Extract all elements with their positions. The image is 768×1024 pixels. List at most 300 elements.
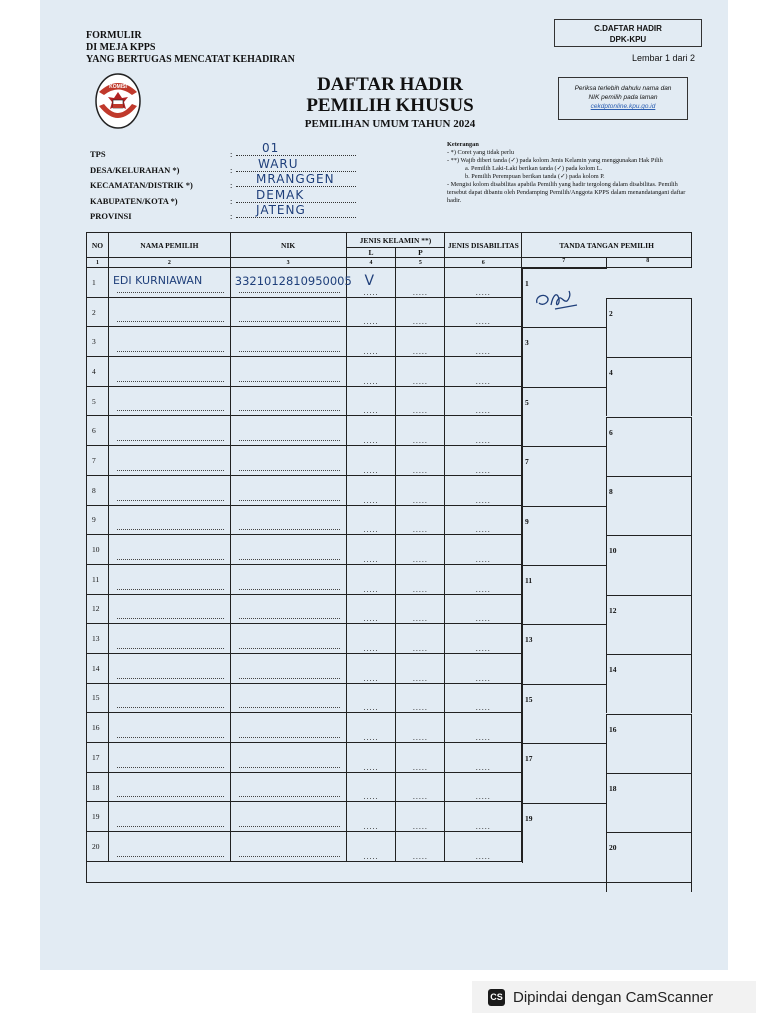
gender-p-cell[interactable] (396, 743, 445, 773)
form-line: FORMULIR (86, 30, 142, 41)
dotted-line (117, 737, 224, 738)
dotted-line (117, 707, 224, 708)
gender-l-cell[interactable] (346, 713, 396, 743)
cell-dots: ..... (363, 317, 379, 327)
cell-dots: ..... (412, 792, 428, 802)
kpu-logo-icon (94, 72, 142, 130)
cell-dots: ..... (475, 762, 491, 772)
col-index: 6 (445, 258, 522, 268)
gender-l-cell[interactable] (346, 386, 396, 416)
cell-dots: ..... (412, 851, 428, 861)
name-cell[interactable] (108, 386, 230, 416)
dotted-line (117, 678, 224, 679)
field-value: MRANGGEN (256, 172, 335, 186)
cell-dots: ..... (475, 317, 491, 327)
cell-dots: ..... (363, 733, 379, 742)
cell-dots: ..... (475, 554, 491, 564)
camscanner-watermark (472, 981, 756, 1013)
form-title-block (86, 30, 295, 66)
signature-box[interactable] (522, 506, 607, 566)
cell-dots: ..... (412, 287, 428, 297)
name-cell[interactable] (108, 268, 230, 298)
gender-p-cell[interactable] (396, 535, 445, 565)
cell-dots: ..... (475, 347, 491, 357)
name-cell[interactable] (108, 802, 230, 832)
dotted-line (239, 559, 340, 560)
dotted-line (117, 470, 224, 471)
row-number: 12 (87, 594, 109, 624)
row-number: 9 (87, 505, 109, 535)
name-cell[interactable] (108, 505, 230, 535)
gender-p-cell[interactable] (396, 564, 445, 594)
dotted-line (117, 410, 224, 411)
signature-box[interactable] (606, 298, 692, 357)
dotted-line (117, 589, 224, 590)
field-provinsi (90, 203, 360, 223)
name-cell[interactable] (108, 594, 230, 624)
dotted-line (117, 767, 224, 768)
signature-number: 14 (609, 665, 617, 675)
name-cell[interactable] (108, 772, 230, 802)
nik-cell[interactable] (230, 475, 346, 505)
cell-dots: ..... (475, 287, 491, 297)
cell-dots: ..... (363, 822, 379, 832)
signature-number: 3 (525, 338, 529, 348)
name-cell[interactable] (108, 297, 230, 327)
name-cell[interactable] (108, 624, 230, 654)
row-number: 10 (87, 535, 109, 565)
gender-p-cell[interactable] (396, 386, 445, 416)
signature-box[interactable] (522, 387, 607, 447)
disability-cell[interactable] (445, 832, 522, 862)
name-cell[interactable] (108, 653, 230, 683)
disability-cell[interactable] (445, 386, 522, 416)
gender-l-cell[interactable] (346, 653, 396, 683)
gender-l-cell[interactable] (346, 832, 396, 862)
signature-number: 7 (525, 457, 529, 467)
disability-cell[interactable] (445, 802, 522, 832)
signature-box[interactable] (606, 773, 692, 832)
cell-dots: ..... (475, 792, 491, 802)
notice-link[interactable]: cekdptonline.kpu.go.id (590, 103, 656, 110)
gender-l-cell[interactable] (346, 446, 396, 476)
disability-cell[interactable] (445, 297, 522, 327)
dotted-line (117, 856, 224, 857)
signature-box[interactable] (606, 714, 692, 773)
name-cell[interactable] (108, 535, 230, 565)
row-number: 20 (87, 832, 109, 862)
nik-cell[interactable] (230, 268, 352, 298)
disability-cell[interactable] (445, 564, 522, 594)
cell-dots: ..... (363, 525, 379, 535)
signature-number: 1 (525, 279, 529, 288)
cell-dots: ..... (412, 822, 428, 832)
cell-dots: ..... (412, 554, 428, 564)
gender-l-cell[interactable] (346, 297, 396, 327)
gender-p-cell[interactable] (396, 505, 445, 535)
signature-box[interactable] (606, 476, 692, 535)
gender-l-cell[interactable] (346, 772, 396, 802)
signature-box[interactable] (522, 446, 607, 506)
dotted-line (239, 737, 340, 738)
col-index: 4 (346, 258, 396, 268)
field-colon: : (230, 164, 233, 175)
col-index: 8 (646, 258, 650, 264)
row-number: 5 (87, 386, 109, 416)
dotted-line (117, 321, 224, 322)
cell-dots: ..... (363, 792, 379, 802)
name-cell[interactable] (108, 327, 230, 357)
gender-p-cell[interactable] (396, 624, 445, 654)
nik-cell[interactable] (230, 327, 346, 357)
cell-dots: ..... (412, 525, 428, 535)
cell-dots: ..... (475, 614, 491, 624)
signature-number: 6 (609, 427, 613, 437)
handwritten-signature (533, 285, 593, 315)
cell-dots: ..... (363, 614, 379, 624)
cell-dots: ..... (475, 495, 491, 505)
dotted-line (239, 618, 340, 619)
nik-cell[interactable] (230, 713, 346, 743)
disability-cell[interactable] (445, 653, 522, 683)
nik-cell[interactable] (230, 653, 346, 683)
gender-p-cell[interactable] (396, 653, 445, 683)
row-number: 19 (87, 802, 109, 832)
field-value: WARU (258, 156, 299, 171)
cell-dots: ..... (412, 762, 428, 772)
cell-dots: ..... (412, 347, 428, 357)
gender-p-cell[interactable] (396, 357, 445, 387)
cell-dots: ..... (475, 822, 491, 832)
col-index: 7 (562, 258, 566, 264)
col-index: 2 (108, 258, 230, 268)
field-kecamatan (90, 172, 360, 192)
location-fields (90, 141, 360, 223)
disability-cell[interactable] (445, 624, 522, 654)
cell-dots: ..... (412, 733, 428, 742)
row-number: 7 (87, 446, 109, 476)
field-kabupaten (90, 187, 360, 208)
dotted-line (117, 351, 224, 352)
gender-l-cell[interactable] (346, 416, 396, 446)
disability-cell[interactable] (445, 327, 522, 357)
name-cell-value: EDI KURNIAWAN (112, 274, 203, 287)
signature-number: 12 (609, 605, 617, 615)
gender-l-cell[interactable] (346, 802, 396, 832)
disability-cell[interactable] (445, 446, 522, 476)
nik-cell[interactable] (230, 416, 346, 446)
cell-dots: ..... (412, 643, 428, 653)
field-tps (90, 141, 360, 161)
signature-number: 4 (609, 368, 613, 378)
dotted-line (239, 796, 340, 797)
col-index-sign (522, 258, 692, 268)
field-value: DEMAK (256, 187, 305, 202)
nik-cell[interactable] (230, 535, 346, 565)
cell-dots: ..... (412, 436, 428, 446)
col-index: 1 (87, 258, 109, 268)
column-index-row (87, 258, 692, 268)
nik-cell[interactable] (230, 446, 346, 476)
dotted-line (239, 470, 340, 471)
gender-l-cell[interactable] (346, 683, 396, 713)
signature-box[interactable] (522, 803, 607, 863)
gender-p-cell[interactable] (396, 416, 445, 446)
row-number: 14 (87, 653, 109, 683)
cell-dots: ..... (363, 554, 379, 564)
disability-cell[interactable] (445, 594, 522, 624)
field-colon: : (230, 195, 233, 206)
name-cell[interactable] (108, 564, 230, 594)
disability-cell[interactable] (445, 416, 522, 446)
cell-dots: ..... (475, 465, 491, 475)
nik-cell-value: 3321012810950005 (234, 274, 352, 288)
row-number: 2 (87, 297, 109, 327)
cell-dots: ..... (363, 376, 379, 386)
cell-dots: ..... (475, 376, 491, 386)
cell-dots: ..... (363, 851, 379, 861)
nik-cell[interactable] (230, 505, 346, 535)
field-label: KECAMATAN/DISTRIK *) (90, 180, 193, 190)
signature-number: 20 (609, 843, 617, 853)
header-name: NAMA PEMILIH (108, 233, 230, 258)
signature-box[interactable] (606, 417, 692, 476)
signature-number: 2 (609, 308, 613, 318)
disability-cell[interactable] (445, 535, 522, 565)
signature-number: 11 (525, 576, 533, 585)
form-line: DI MEJA KPPS (86, 42, 156, 53)
nik-cell[interactable] (230, 802, 346, 832)
signature-number: 15 (525, 694, 533, 704)
dotted-line (239, 856, 340, 857)
dotted-line (117, 500, 224, 501)
cell-dots: ..... (412, 584, 428, 594)
cell-dots: ..... (363, 406, 379, 416)
signature-box[interactable] (522, 684, 607, 744)
row-number: 16 (87, 713, 109, 743)
cell-dots: ..... (363, 465, 379, 475)
table-footer-row (86, 862, 692, 883)
cell-dots: ..... (412, 614, 428, 624)
dotted-line (239, 351, 340, 352)
dotted-line (117, 381, 224, 382)
form-code-box (554, 19, 702, 47)
gender-l-cell[interactable] (346, 743, 396, 773)
camscanner-text: Dipindai dengan CamScanner (513, 988, 714, 1006)
dotted-line (117, 559, 224, 560)
note-line: - *) Coret yang tidak perlu (447, 149, 514, 156)
signature-box[interactable] (522, 565, 607, 625)
check-notice-box (558, 77, 688, 120)
cell-dots: ..... (412, 495, 428, 505)
field-colon: : (230, 211, 233, 221)
signature-box[interactable] (522, 327, 607, 387)
disability-cell[interactable] (445, 713, 522, 743)
col-index-divider (606, 258, 607, 267)
notes-title: Keterangan (447, 141, 479, 148)
name-cell[interactable] (108, 683, 230, 713)
disability-cell[interactable] (445, 683, 522, 713)
gender-p-cell[interactable] (396, 297, 445, 327)
notes-block (447, 141, 687, 205)
gender-l-cell[interactable] (346, 327, 396, 357)
disability-cell[interactable] (445, 505, 522, 535)
gender-p-cell[interactable] (396, 832, 445, 862)
nik-cell[interactable] (230, 357, 346, 387)
row-number: 15 (87, 683, 109, 713)
gender-l-cell[interactable] (346, 594, 396, 624)
disability-cell[interactable] (445, 357, 522, 387)
dotted-line (239, 767, 340, 768)
dotted-line (117, 796, 224, 797)
note-line: - Mengisi kolom disabilitas apabila Pemilih yang hadir tergolong dalam disabilitas. Pemilih tersebut dapat dibantu oleh Pendamping Pemilih/Anggota KPPS dalam menandatangani daftar hadir. (447, 181, 686, 204)
dotted-line (239, 410, 340, 411)
gender-l-cell[interactable] (346, 624, 396, 654)
nik-cell[interactable] (230, 743, 346, 773)
dotted-line (117, 292, 224, 293)
gender-p-cell[interactable] (396, 772, 445, 802)
notice-line: Periksa terlebih dahulu nama dan (574, 85, 672, 92)
nik-cell[interactable] (230, 386, 346, 416)
row-number: 18 (87, 772, 109, 802)
name-cell[interactable] (108, 713, 230, 743)
cell-dots: ..... (475, 703, 491, 713)
cell-dots: ..... (475, 406, 491, 416)
cell-dots: ..... (475, 436, 491, 446)
nik-cell[interactable] (230, 297, 346, 327)
cell-dots: ..... (412, 317, 428, 327)
col-index: 5 (396, 258, 445, 268)
gender-p-cell[interactable] (396, 268, 445, 298)
signature-box[interactable] (522, 743, 607, 803)
dotted-line (117, 440, 224, 441)
signature-number: 18 (609, 783, 617, 793)
header-gender: JENIS KELAMIN **) (346, 233, 445, 248)
dotted-line (117, 529, 224, 530)
gender-p-cell[interactable] (396, 713, 445, 743)
cell-dots: ..... (363, 643, 379, 653)
signature-number: 8 (609, 486, 613, 496)
row-number: 1 (87, 268, 109, 298)
gender-p-cell[interactable] (396, 475, 445, 505)
cell-dots: ..... (475, 733, 491, 742)
nik-cell[interactable] (230, 832, 346, 862)
cell-dots: ..... (412, 406, 428, 416)
dotted-line (239, 440, 340, 441)
disability-cell[interactable] (445, 743, 522, 773)
cell-dots: ..... (475, 525, 491, 535)
field-value: 01 (262, 141, 280, 155)
dotted-line (239, 826, 340, 827)
nik-cell[interactable] (230, 683, 346, 713)
gender-p-cell[interactable] (396, 683, 445, 713)
field-value: JATENG (256, 203, 306, 217)
note-line: - **) Wajib diberi tanda (✓) pada kolom Jenis Kelamin yang menggunakan Hak Pilih (447, 157, 663, 164)
gender-p-cell[interactable] (396, 594, 445, 624)
gender-l-cell[interactable] (346, 505, 396, 535)
cell-dots: ..... (363, 347, 379, 357)
disability-cell[interactable] (445, 268, 522, 298)
cell-dots: ..... (475, 673, 491, 683)
signature-box[interactable] (606, 357, 692, 416)
name-cell[interactable] (108, 475, 230, 505)
signature-box[interactable] (606, 535, 692, 594)
signature-box[interactable] (522, 268, 607, 328)
disability-cell[interactable] (445, 475, 522, 505)
cell-dots: ..... (363, 673, 379, 683)
name-cell[interactable] (108, 832, 230, 862)
dotted-line (239, 707, 340, 708)
gender-l-cell[interactable] (346, 357, 396, 387)
name-cell[interactable] (108, 416, 230, 446)
col-index: 3 (230, 258, 346, 268)
row-number: 6 (87, 416, 109, 446)
row-number: 4 (87, 357, 109, 387)
header-disability: JENIS DISABILITAS (445, 233, 522, 258)
cell-dots: ..... (475, 643, 491, 653)
name-cell[interactable] (108, 743, 230, 773)
gender-l-cell[interactable] (346, 535, 396, 565)
gender-p-cell[interactable] (396, 446, 445, 476)
signature-number: 16 (609, 724, 617, 734)
cell-dots: ..... (475, 584, 491, 594)
nik-cell[interactable] (230, 594, 346, 624)
row-number: 8 (87, 475, 109, 505)
signature-box[interactable] (606, 654, 692, 713)
dotted-line (117, 826, 224, 827)
dotted-line (239, 589, 340, 590)
cell-dots: ..... (412, 673, 428, 683)
cell-dots: ..... (475, 851, 491, 861)
dotted-line (117, 648, 224, 649)
form-code: C.DAFTAR HADIR (594, 24, 662, 33)
gender-p-cell[interactable] (396, 802, 445, 832)
gender-l-cell[interactable] (346, 475, 396, 505)
signature-number: 5 (525, 397, 529, 407)
dotted-line (239, 321, 340, 322)
gender-l-cell[interactable] (346, 564, 396, 594)
disability-cell[interactable] (445, 772, 522, 802)
cell-dots: ..... (363, 436, 379, 446)
dotted-line (117, 618, 224, 619)
cell-dots: ..... (412, 465, 428, 475)
dotted-line (239, 292, 340, 293)
signature-number: 13 (525, 635, 533, 645)
title-line-1: DAFTAR HADIR (317, 74, 463, 95)
dotted-line (239, 500, 340, 501)
gender-l-cell[interactable] (346, 268, 396, 298)
form-code-sub: DPK-KPU (609, 35, 647, 44)
signature-area (522, 268, 692, 862)
nik-cell[interactable] (230, 624, 346, 654)
name-cell[interactable] (108, 446, 230, 476)
signature-box[interactable] (522, 624, 607, 684)
field-label: KABUPATEN/KOTA *) (90, 195, 178, 206)
signature-box[interactable] (606, 595, 692, 654)
signature-number: 9 (525, 516, 529, 526)
nik-cell[interactable] (230, 564, 346, 594)
field-label: PROVINSI (90, 211, 132, 221)
sheet-number: Lembar 1 dari 2 (632, 53, 696, 63)
cell-dots: ..... (363, 495, 379, 505)
header-signature: TANDA TANGAN PEMILIH (522, 233, 692, 258)
header-no: NO (87, 233, 109, 258)
name-cell[interactable] (108, 357, 230, 387)
gender-p-cell[interactable] (396, 327, 445, 357)
dotted-line (239, 648, 340, 649)
nik-cell[interactable] (230, 772, 346, 802)
signature-number: 19 (525, 813, 533, 823)
